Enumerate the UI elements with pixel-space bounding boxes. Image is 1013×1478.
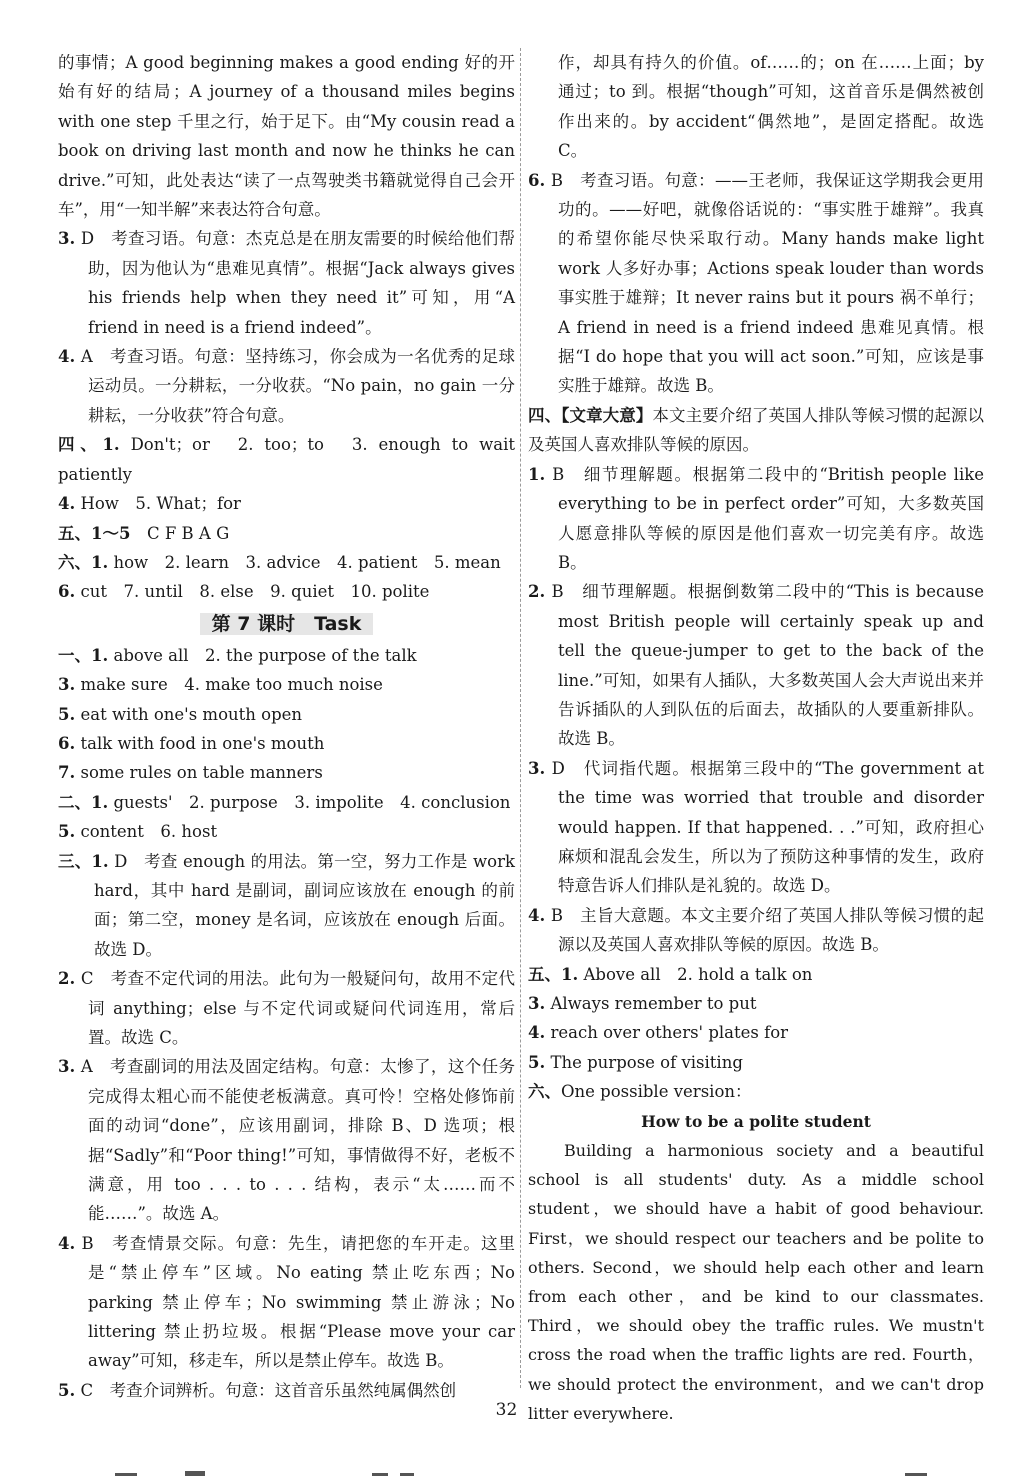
answer-text: eat with one's mouth open (75, 704, 303, 724)
answer-paragraph (58, 224, 515, 342)
answer-paragraph (528, 960, 984, 989)
answer-paragraph (58, 342, 515, 430)
item-number: 四、1. (58, 435, 120, 455)
answer-text: D 考查习语。句意：杰克总是在朋友需要的时候给他们帮助，因为他认为“患难见真情”。根据“Jack always gives his friends help when they need it”可知，用“A friend in need is a friend indeed”。 (75, 229, 515, 337)
item-number: 1. (528, 464, 546, 484)
essay-body: Building a harmonious society and a beautiful school is all students' duty. As a middle school student，we should have a habit of good behaviour. First，we should respect our teachers and be polite to others. Second，we should help each other and learn from each other，and be kind to our classmates. Third，we should obey the traffic rules. We mustn't cross the road when the traffic lights are red. Fourth，we should protect the environment，and we can't drop litter everywhere. (528, 1141, 984, 1423)
item-number: 三、1. (58, 851, 109, 871)
answer-text: How 5. What；for (75, 494, 241, 514)
item-number: 六、 (528, 1082, 561, 1102)
item-number: 2. (528, 582, 546, 602)
answer-paragraph (58, 48, 515, 224)
answer-text: C 考查不定代词的用法。此句为一般疑问句，故用不定代词 anything；else 与不定代词或疑问代词连用，常后置。故选 C。 (75, 969, 515, 1047)
page-number: 32 (495, 1400, 518, 1420)
answer-text: make sure 4. make too much noise (75, 675, 383, 695)
item-number: 7. (58, 763, 76, 783)
answer-text: reach over others' plates for (545, 1023, 789, 1043)
answer-text: A 考查习语。句意：坚持练习，你会成为一名优秀的足球运动员。一分耕耘，一分收获。“No pain，no gain 一分耕耘，一分收获”符合句意。 (75, 347, 515, 425)
item-number: 4. (528, 1023, 546, 1043)
answer-paragraph (58, 548, 515, 577)
answer-paragraph (528, 754, 984, 901)
item-number: 五、1～5 (58, 523, 131, 543)
answer-text: The purpose of visiting (545, 1052, 743, 1072)
item-number: 4. (58, 1233, 76, 1253)
answer-text: cut 7. until 8. else 9. quiet 10. polite (75, 582, 430, 602)
answer-paragraph (58, 788, 515, 817)
item-number: 5. (58, 704, 76, 724)
answer-text: content 6. host (75, 822, 218, 842)
item-number: 3. (58, 1057, 76, 1077)
answer-text: D 考查 enough 的用法。第一空，努力工作是 work hard，其中 hard 是副词，副词应该放在 enough 的前面；第二空，money 是名词，应该放在 enough 后面。故选 D。 (94, 851, 515, 959)
answer-text: 本文主要介绍了英国人排队等候习惯的起源以及英国人喜欢排队等候的原因。 (528, 405, 985, 455)
answer-paragraph (58, 670, 515, 699)
answer-paragraph (58, 430, 515, 489)
answer-text: 作，却具有持久的价值。of……的；on 在……上面；by 通过；to 到。根据“though”可知，这首音乐是偶然被创作出来的。by accident“偶然地”，是固定搭配。故选 C。 (558, 53, 984, 161)
answer-paragraph (528, 989, 984, 1018)
answer-text: Don't；or 2. too；to 3. enough to wait patiently (58, 435, 515, 484)
answer-paragraph (528, 1077, 984, 1106)
item-number: 五、1. (528, 964, 579, 984)
item-number: 5. (58, 822, 76, 842)
item-number: 二、1. (58, 792, 109, 812)
answer-text: Always remember to put (545, 994, 757, 1013)
answer-paragraph (58, 758, 515, 787)
item-number: 4. (528, 905, 546, 925)
answer-text: some rules on table manners (75, 763, 323, 783)
answer-text: C F B A G (130, 523, 230, 543)
answer-paragraph (58, 847, 515, 965)
section-heading (58, 609, 515, 639)
essay-title: How to be a polite student (641, 1111, 871, 1131)
answer-paragraph (58, 964, 515, 1052)
answer-paragraph (58, 700, 515, 729)
answer-text: C 考查介词辨析。句意：这首音乐虽然纯属偶然创 (75, 1380, 457, 1400)
item-number: 一、1. (58, 645, 109, 665)
item-number: 5. (528, 1052, 546, 1072)
item-number: 6. (58, 733, 76, 753)
answer-text: B 细节理解题。根据倒数第二段中的“This is because most British people will certainly speak up and tell the queue-jumper to get to the back of the line.”可知，如果有人插队，大多数英国人会大声说出来并告诉插队的人到队伍的后面去，故插队的人要重新排队。故选 B。 (545, 582, 984, 749)
answer-text: B 细节理解题。根据第二段中的“British people like everything to be in perfect order”可知，大多数英国人愿意排队等候的原因是他们喜欢一切完美有序。故选 B。 (545, 464, 984, 572)
item-number: 6. (58, 582, 76, 602)
item-number: 3. (528, 758, 546, 778)
answer-paragraph (58, 577, 515, 606)
item-number: 六、1. (58, 552, 109, 572)
answer-paragraph (58, 519, 515, 548)
answer-text: Above all 2. hold a talk on (578, 964, 813, 984)
item-number: 3. (528, 994, 546, 1013)
column-divider (520, 48, 521, 1388)
answer-text: D 代词指代题。根据第三段中的“The government at the time was worried that trouble and disorder would happen. If that happened. . .”可知，政府担心麻烦和混乱会发生，所以为了预防这种事情的发生，政府特意告诉人们排队是礼貌的。故选 D。 (545, 758, 984, 896)
right-column (528, 48, 984, 1428)
answer-paragraph (528, 901, 984, 960)
item-number: 6. (528, 170, 546, 190)
answer-paragraph (58, 489, 515, 518)
answer-text: talk with food in one's mouth (75, 733, 325, 753)
answer-paragraph (528, 48, 984, 166)
section-heading-text: 第 7 课时 Task (200, 613, 374, 635)
scan-edge-marks (0, 1468, 1013, 1478)
answer-text: how 2. learn 3. advice 4. patient 5. mean (108, 552, 501, 572)
answer-text: B 考查习语。句意：——王老师，我保证这学期我会更用功的。——好吧，就像俗话说的：“事实胜于雄辩”。我真的希望你能尽快采取行动。Many hands make light work 人多好办事；Actions speak louder than words 事实胜于雄辩；It never rains but it pours 祸不单行；A friend in need is a friend indeed 患难见真情。根据“I do hope that you will act soon.”可知，应该是事实胜于雄辩。故选 B。 (545, 170, 984, 396)
answer-paragraph (58, 1229, 515, 1376)
answer-paragraph (528, 1048, 984, 1077)
answer-paragraph (528, 166, 984, 401)
item-number: 四、【文章大意】 (528, 405, 653, 425)
answer-text: A 考查副词的用法及固定结构。句意：太惨了，这个任务完成得太粗心而不能使老板满意。真可怜！空格处修饰前面的动词“done”，应该用副词，排除 B、D 选项；根据“Sadly”和“Poor thing!”可知，事情做得不好，老板不满意，用 too . . . to . . . 结构，表示“太……而不能……”。故选 A。 (75, 1057, 515, 1224)
answer-paragraph (528, 1018, 984, 1047)
answer-text: 的事情；A good beginning makes a good ending 好的开始有好的结局；A journey of a thousand miles begins with one step 千里之行，始于足下。由“My cousin read a book on driving last month and now he thinks he can drive.”可知，此处表达“读了一点驾驶类书籍就觉得自己会开车”，用“一知半解”来表达符合句意。 (58, 53, 515, 220)
item-number: 2. (58, 969, 76, 989)
item-number: 3. (58, 229, 76, 249)
answer-paragraph (58, 729, 515, 758)
answer-text: One possible version： (561, 1082, 752, 1102)
answer-paragraph (528, 401, 984, 460)
answer-text: above all 2. the purpose of the talk (108, 645, 417, 665)
answer-paragraph (58, 641, 515, 670)
item-number: 4. (58, 494, 76, 514)
answer-paragraph (58, 1052, 515, 1228)
item-number: 4. (58, 347, 76, 367)
answer-paragraph (528, 460, 984, 578)
answer-paragraph (528, 577, 984, 753)
left-column (58, 48, 515, 1405)
answer-paragraph (58, 817, 515, 846)
item-number: 3. (58, 675, 76, 695)
answer-text: B 主旨大意题。本文主要介绍了英国人排队等候习惯的起源以及英国人喜欢排队等候的原因。故选 B。 (545, 905, 984, 955)
item-number: 5. (58, 1380, 76, 1400)
answer-text: B 考查情景交际。句意：先生，请把您的车开走。这里是“禁止停车”区域。No eating 禁止吃东西；No parking 禁止停车；No swimming 禁止游泳；No littering 禁止扔垃圾。根据“Please move your car away”可知，移走车，所以是禁止停车。故选 B。 (75, 1233, 515, 1371)
answer-text: guests' 2. purpose 3. impolite 4. conclusion (108, 792, 511, 812)
